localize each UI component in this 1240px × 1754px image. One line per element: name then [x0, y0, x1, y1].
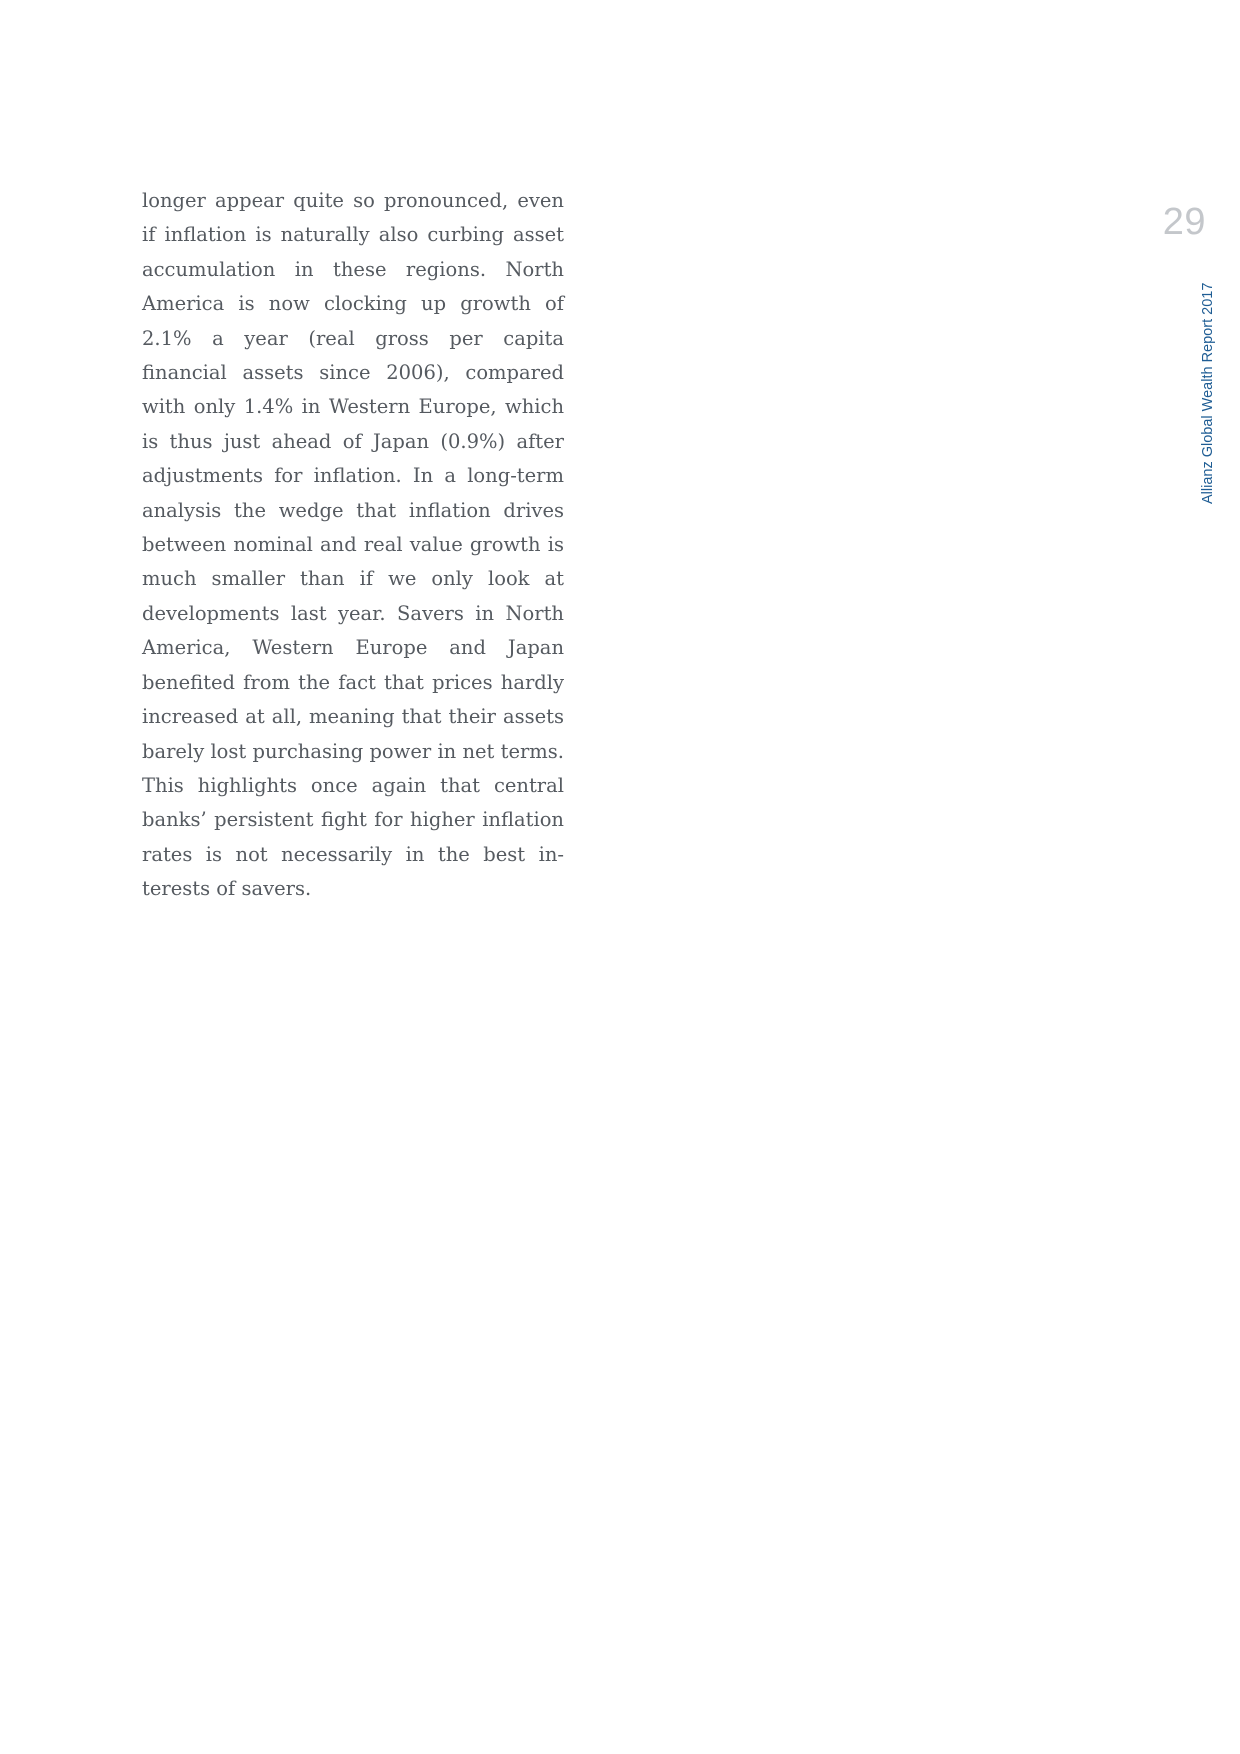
- page-number: 29: [1162, 201, 1206, 243]
- running-head: Allianz Global Wealth Report 2017: [1200, 282, 1216, 504]
- body-paragraph: longer appear quite so pronounced, even if inflation is naturally also curbing asset accumulation in these regions. North America is now clocking up growth of 2.1% a year (real gross per capita financial assets since 2006), compared with only 1.4% in Western Europe, which is thus just ahead of Japan (0.9%) after adjustments for inflation. In a long-term analysis the wedge that inflation drives between nominal and real value growth is much smaller than if we only look at developments last year. Savers in North America, Western Europe and Japan benefited from the fact that prices hardly increased at all, meaning that their assets barely lost purchasing power in net terms. This highlights once again that central banks’ persistent fight for higher inflation rates is not necessarily in the best interests of savers.: [142, 189, 564, 901]
